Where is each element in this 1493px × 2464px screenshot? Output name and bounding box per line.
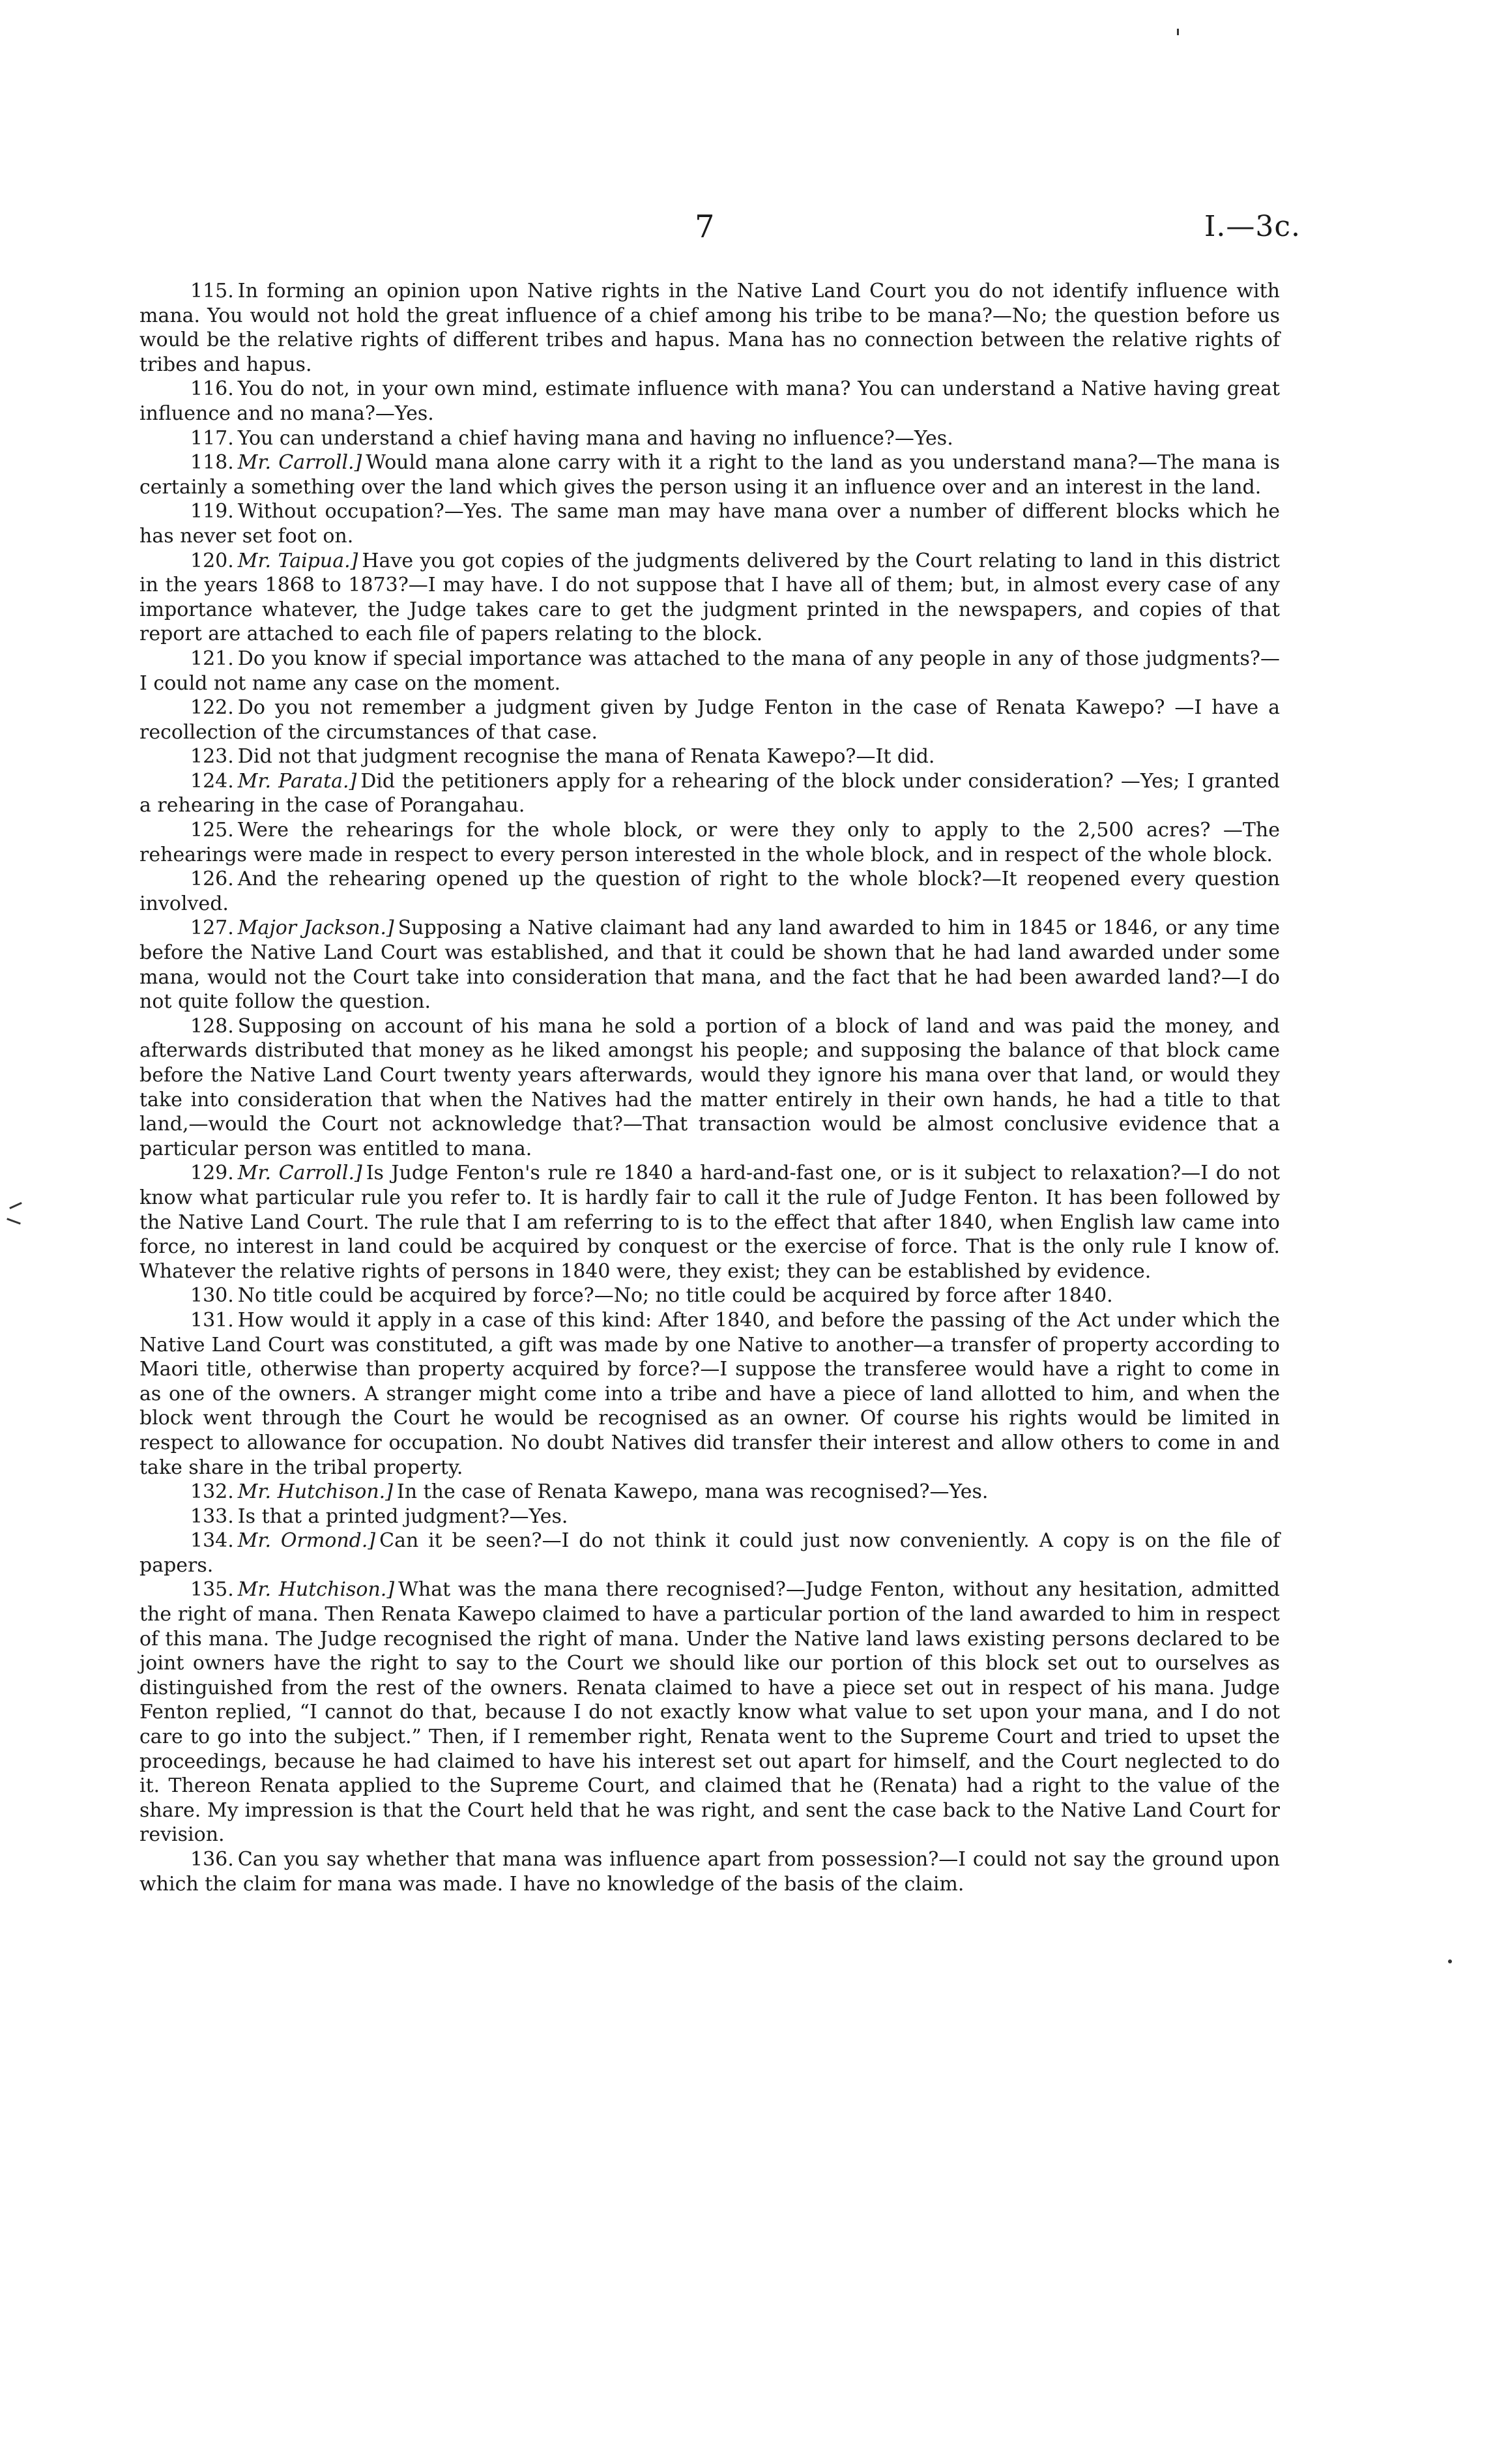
question-number: 129.	[190, 1162, 234, 1185]
question-text: How would it apply in a case of this kind: After 1840, and before the passing of the Act under which the Native Land Court was constituted, a gift was made by one Native to another—a transfer of property according to Maori title, otherwise than property acquired by force?—I suppose the transferee would have a right to come in as one of the owners. A stranger might come into a tribe and have a piece of land allotted to him, and when the block went through the Court he would be recognised as an owner. Of course his rights would be limited in respect to allowance for occupation. No doubt Natives did transfer their interest and allow others to come in and take share in the tribal property.	[139, 1308, 1280, 1479]
question-text: No title could be acquired by force?—No; no title could be acquired by force after 1840.	[237, 1284, 1113, 1308]
question-paragraph	[139, 696, 1280, 744]
question-paragraph	[139, 377, 1280, 426]
question-paragraph	[139, 1161, 1280, 1283]
question-text: Did the petitioners apply for a rehearing of the block under consideration? —Yes; I granted a rehearing in the case of Porangahau.	[139, 769, 1280, 817]
question-paragraph	[139, 647, 1280, 696]
question-paragraph	[139, 279, 1280, 377]
question-text: Without occupation?—Yes. The same man may have mana over a number of different blocks which he has never set foot on.	[139, 500, 1280, 548]
question-number: 122.	[190, 696, 234, 720]
question-number: 124.	[190, 769, 234, 793]
question-number: 136.	[190, 1848, 234, 1871]
question-paragraph	[139, 1308, 1280, 1480]
question-number: 123.	[190, 745, 234, 769]
question-paragraph	[139, 1847, 1280, 1896]
question-number: 128.	[190, 1014, 234, 1038]
scan-speck	[9, 1202, 22, 1209]
question-text: Were the rehearings for the whole block, or were they only to apply to the 2,500 acres? —The rehearings were made in respect to every person interested in the whole block, and in respect of the whole block.	[139, 819, 1280, 866]
question-number: 125.	[190, 819, 234, 842]
question-paragraph	[139, 450, 1280, 499]
question-number: 131.	[190, 1308, 234, 1332]
question-text: Supposing on account of his mana he sold a portion of a block of land and was paid the money, and afterwards distributed that money as he liked amongst his people; and supposing the balance of that block came before the Native Land Court twenty years afterwards, would they ignore his mana over that land, or would they take into consideration that when the Natives had the matter entirely in their own hands, he had a title to that land,—would the Court not acknowledge that?—That transaction would be almost conclusive evidence that a particular person was entitled to mana.	[139, 1014, 1280, 1160]
question-number: 130.	[190, 1284, 234, 1308]
question-number: 118.	[190, 451, 234, 475]
question-paragraph	[139, 1014, 1280, 1162]
question-text: Would mana alone carry with it a right to the land as you understand mana?—The mana is certainly a something over the land which gives the person using it an influence over and an interest in the land.	[139, 451, 1280, 499]
speaker-name: Mr. Parata.]	[237, 769, 357, 793]
question-paragraph	[139, 1577, 1280, 1847]
question-number: 116.	[190, 377, 234, 401]
testimony-body	[139, 279, 1280, 1896]
speaker-name: Mr. Hutchison.]	[237, 1480, 393, 1504]
question-text: Can it be seen?—I do not think it could just now conveniently. A copy is on the file of papers.	[139, 1529, 1281, 1577]
question-text: Did not that judgment recognise the mana of Renata Kawepo?—It did.	[237, 745, 935, 769]
question-text: Supposing a Native claimant had any land awarded to him in 1845 or 1846, or any time before the Native Land Court was established, and that it could be shown that he had land awarded under some mana, would not the Court take into consideration that mana, and the fact that he had been awarded land?—I do not quite follow the question.	[139, 917, 1280, 1014]
question-text: Can you say whether that mana was influence apart from possession?—I could not say the ground upon which the claim for mana was made. I have no knowledge of the basis of the claim.	[139, 1848, 1280, 1896]
question-number: 126.	[190, 868, 234, 891]
question-number: 132.	[190, 1480, 234, 1504]
question-text: Have you got copies of the judgments delivered by the Court relating to land in this district in the years 1868 to 1873?—I may have. I do not suppose that I have all of them; but, in almost every case of any importance whatever, the Judge takes care to get the judgment printed in the newspapers, and copies of that report are attached to each file of papers relating to the block.	[139, 549, 1280, 646]
speaker-name: Mr. Hutchison.]	[237, 1578, 395, 1602]
speaker-name: Mr. Carroll.]	[237, 451, 362, 475]
question-paragraph	[139, 1504, 1280, 1529]
question-paragraph	[139, 744, 1280, 769]
question-number: 120.	[190, 549, 234, 572]
question-paragraph	[139, 916, 1280, 1014]
question-text: In the case of Renata Kawepo, mana was recognised?—Yes.	[396, 1480, 989, 1504]
question-text: Do you know if special importance was attached to the mana of any people in any of those judgments?—I could not name any case on the moment.	[139, 647, 1280, 695]
question-paragraph	[139, 1480, 1280, 1504]
scan-speck	[7, 1218, 21, 1224]
question-number: 135.	[190, 1578, 234, 1602]
question-text: You do not, in your own mind, estimate influence with mana? You can understand a Native having great influence and no mana?—Yes.	[139, 377, 1280, 425]
question-number: 134.	[190, 1529, 234, 1553]
question-paragraph	[139, 818, 1280, 867]
question-text: And the rehearing opened up the question of right to the whole block?—It reopened every question involved.	[139, 868, 1280, 915]
question-text: Is Judge Fenton's rule re 1840 a hard-and-fast one, or is it subject to relaxation?—I do not know what particular rule you refer to. It is hardly fair to call it the rule of Judge Fenton. It has been followed by the Native Land Court. The rule that I am referring to is to the effect that after 1840, when English law came into force, no interest in land could be acquired by conquest or the exercise of force. That is the only rule I know of. Whatever the relative rights of persons in 1840 were, they exist; they can be established by evidence.	[139, 1162, 1280, 1283]
question-text: What was the mana there recognised?—Judge Fenton, without any hesitation, admitted the right of mana. Then Renata Kawepo claimed to have a particular portion of the land awarded to him in respect of this mana. The Judge recognised the right of mana. Under the Native land laws existing persons declared to be joint owners have the right to say to the Court we should like our portion of this block set out to ourselves as distinguished from the rest of the owners. Renata claimed to have a piece set out in respect of his mana. Judge Fenton replied, “I cannot do that, because I do not exactly know what value to set upon your mana, and I do not care to go into the subject.” Then, if I remember right, Renata went to the Supreme Court and tried to upset the proceedings, because he had claimed to have his interest set out apart for himself, and the Court neglected to do it. Thereon Renata applied to the Supreme Court, and claimed that he (Renata) had a right to the value of the share. My impression is that the Court held that he was right, and sent the case back to the Native Land Court for revision.	[139, 1578, 1280, 1847]
question-paragraph	[139, 1283, 1280, 1308]
page-number: 7	[695, 209, 715, 245]
question-text: Do you not remember a judgment given by Judge Fenton in the case of Renata Kawepo? —I have a recollection of the circumstances of that case.	[139, 696, 1280, 744]
question-text: You can understand a chief having mana and having no influence?—Yes.	[237, 426, 953, 450]
question-paragraph	[139, 549, 1280, 647]
speaker-name: Major Jackson.]	[237, 917, 394, 940]
question-text: In forming an opinion upon Native rights in the Native Land Court you do not identify influence with mana. You would not hold the great influence of a chief among his tribe to be mana?—No; the question before us would be the relative rights of different tribes and hapus. Mana has no connection between the relative rights of tribes and hapus.	[139, 280, 1280, 376]
document-reference: I.—3c.	[1204, 210, 1301, 243]
question-number: 133.	[190, 1504, 234, 1528]
question-paragraph	[139, 426, 1280, 451]
question-paragraph	[139, 769, 1280, 818]
page-header	[180, 207, 1301, 246]
question-paragraph	[139, 867, 1280, 916]
speaker-name: Mr. Taipua.]	[237, 549, 358, 572]
question-text: Is that a printed judgment?—Yes.	[237, 1504, 568, 1528]
scan-speck	[1177, 29, 1179, 35]
question-number: 115.	[190, 280, 234, 302]
question-number: 127.	[190, 917, 234, 940]
question-number: 119.	[190, 500, 234, 523]
question-paragraph	[139, 1529, 1280, 1577]
speaker-name: Mr. Carroll.]	[237, 1162, 362, 1185]
question-paragraph	[139, 499, 1280, 548]
question-number: 117.	[190, 426, 234, 450]
scan-speck	[1448, 1959, 1452, 1963]
question-number: 121.	[190, 647, 234, 670]
speaker-name: Mr. Ormond.]	[237, 1529, 376, 1553]
